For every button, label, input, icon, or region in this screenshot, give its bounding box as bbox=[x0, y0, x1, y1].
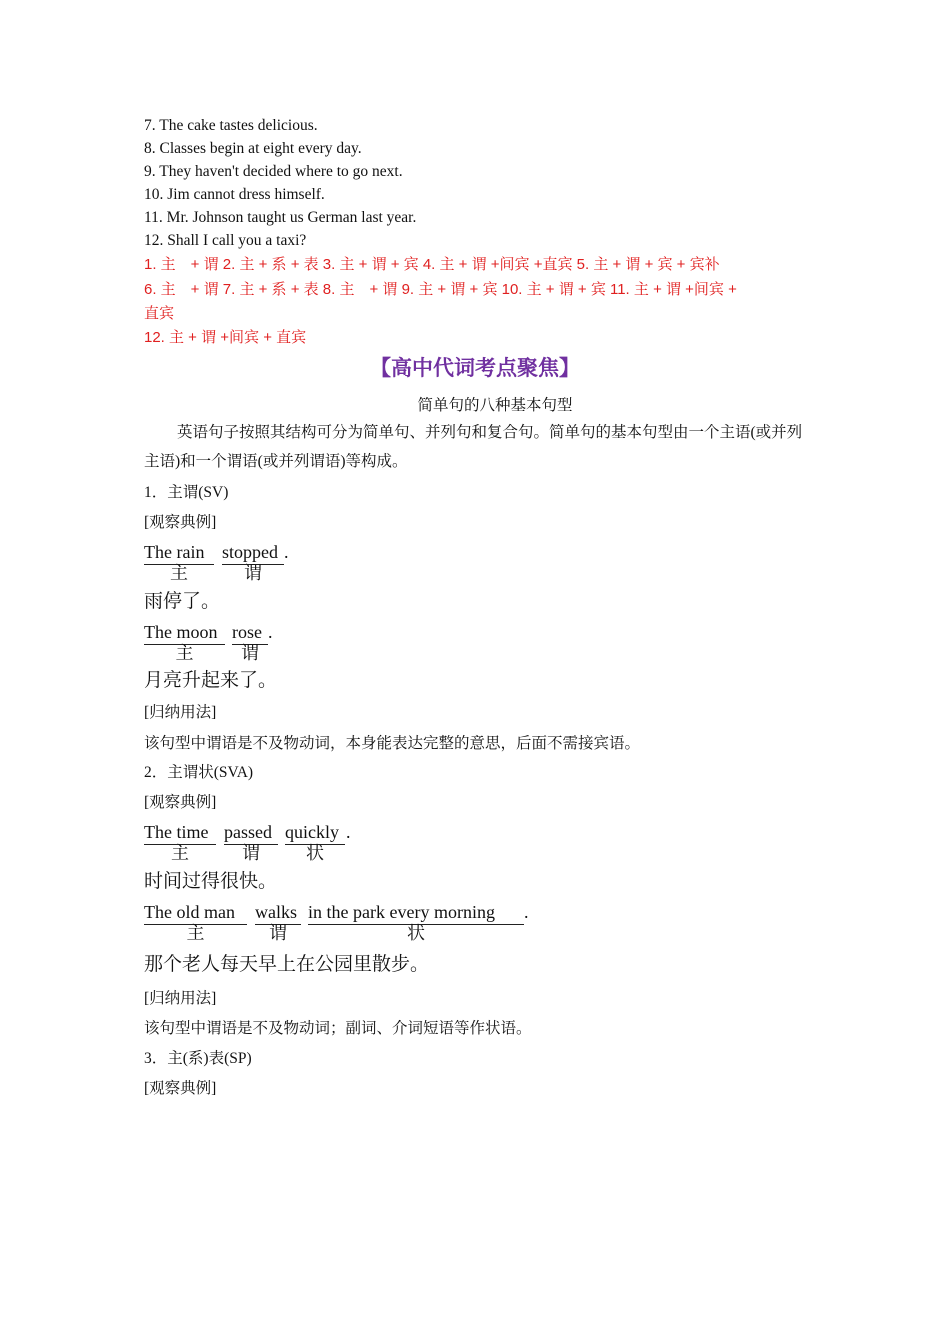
adverbial-label: 状 bbox=[407, 923, 425, 944]
verb-segment: walks bbox=[255, 901, 301, 925]
sentence-end: . bbox=[524, 902, 529, 922]
sec2-example-1-translation: 时间过得很快。 bbox=[144, 870, 278, 892]
section-subtitle: 简单句的八种基本句型 bbox=[417, 397, 573, 414]
sec2-example-2-translation: 那个老人每天早上在公园里散步。 bbox=[144, 953, 430, 975]
verb-label: 谓 bbox=[244, 563, 262, 584]
exercise-8: 8. Classes begin at eight every day. bbox=[144, 140, 362, 157]
subject-segment: The time bbox=[144, 821, 216, 845]
subject-label: 主 bbox=[186, 923, 205, 944]
answer-line-2: 6. 主 + 谓 7. 主 + 系 + 表 8. 主 + 谓 9. 主 + 谓 + 宾 10. 主 + 谓 + 宾 11. 主 + 谓 +间宾 + bbox=[144, 281, 737, 298]
verb-segment: passed bbox=[224, 821, 278, 845]
sec2-observe-label: [观察典例] bbox=[144, 794, 217, 811]
sec1-example-2-translation: 月亮升起来了。 bbox=[144, 669, 278, 691]
sec2-note: 该句型中谓语是不及物动词；副词、介词短语等作状语。 bbox=[144, 1020, 532, 1037]
answer-line-4: 12. 主 + 谓 +间宾 + 直宾 bbox=[144, 329, 307, 346]
exercise-12: 12. Shall I call you a taxi? bbox=[144, 232, 307, 249]
verb-segment: rose bbox=[232, 621, 268, 645]
subject-segment: The old man bbox=[144, 901, 247, 925]
sec1-summary-label: [归纳用法] bbox=[144, 704, 217, 721]
adverbial-label: 状 bbox=[306, 843, 324, 864]
sentence-end: . bbox=[268, 622, 273, 642]
subject-segment: The rain bbox=[144, 541, 214, 565]
verb-segment: stopped bbox=[222, 541, 284, 565]
sentence-end: . bbox=[346, 822, 351, 842]
exercise-7: 7. The cake tastes delicious. bbox=[144, 117, 318, 134]
subject-segment: The moon bbox=[144, 621, 225, 645]
answer-line-3: 直宾 bbox=[144, 305, 175, 322]
verb-label: 谓 bbox=[242, 843, 260, 864]
exercise-10: 10. Jim cannot dress himself. bbox=[144, 186, 325, 203]
sec3-title: 3．主(系)表(SP) bbox=[144, 1050, 252, 1067]
section-heading: 【高中代词考点聚焦】 bbox=[370, 356, 580, 380]
subject-label: 主 bbox=[170, 563, 188, 584]
subject-label: 主 bbox=[171, 843, 189, 864]
adverbial-segment: quickly bbox=[285, 821, 345, 845]
sec3-observe-label: [观察典例] bbox=[144, 1080, 217, 1097]
sentence-end: . bbox=[284, 542, 289, 562]
sec1-title: 1．主谓(SV) bbox=[144, 484, 229, 501]
sec2-summary-label: [归纳用法] bbox=[144, 990, 217, 1007]
sec1-note: 该句型中谓语是不及物动词，本身能表达完整的意思，后面不需接宾语。 bbox=[144, 735, 641, 752]
sec2-title: 2．主谓状(SVA) bbox=[144, 764, 254, 781]
intro-paragraph: 英语句子按照其结构可分为简单句、并列句和复合句。简单句的基本句型由一个主语(或并列主语)和一个谓语(或并列谓语)等构成。 bbox=[144, 424, 803, 470]
adverbial-segment: in the park every morning bbox=[308, 901, 524, 925]
exercise-11: 11. Mr. Johnson taught us German last year. bbox=[144, 209, 417, 226]
subject-label: 主 bbox=[175, 643, 194, 664]
exercise-9: 9. They haven't decided where to go next. bbox=[144, 163, 403, 180]
sec1-example-1-translation: 雨停了。 bbox=[144, 590, 221, 612]
sec1-observe-label: [观察典例] bbox=[144, 514, 217, 531]
verb-label: 谓 bbox=[241, 643, 259, 664]
answer-line-1: 1. 主 + 谓 2. 主 + 系 + 表 3. 主 + 谓 + 宾 4. 主 + 谓 +间宾 +直宾 5. 主 + 谓 + 宾 + 宾补 bbox=[144, 256, 720, 273]
verb-label: 谓 bbox=[269, 923, 287, 944]
